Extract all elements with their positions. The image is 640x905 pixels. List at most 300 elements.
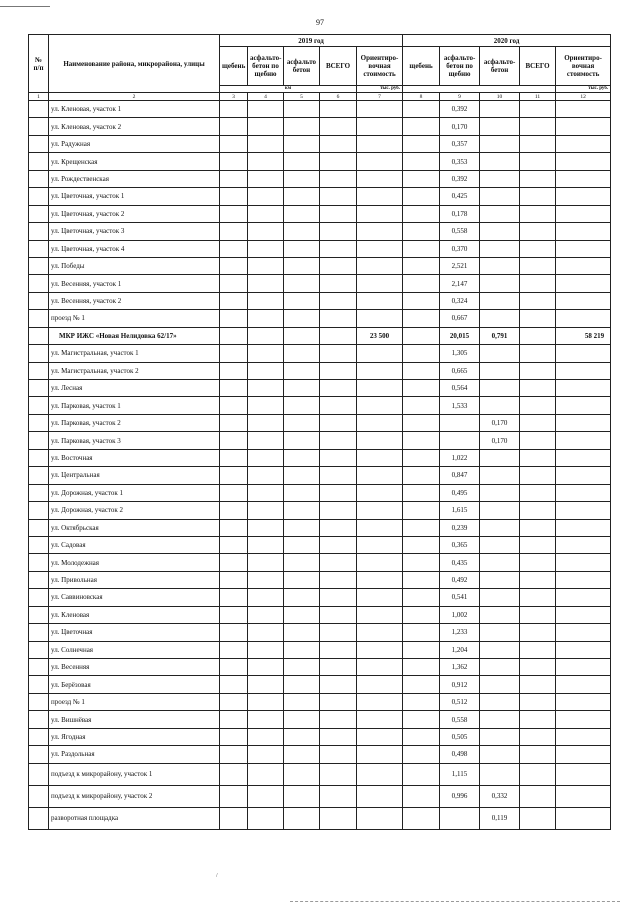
value-cell-c7	[357, 659, 403, 676]
value-cell-c10: 0,170	[480, 432, 520, 449]
value-cell-c3	[220, 484, 248, 501]
value-cell-c9: 0,353	[440, 153, 480, 170]
value-cell-c4	[248, 763, 284, 785]
value-cell-c4	[248, 728, 284, 745]
value-cell-c6	[320, 449, 357, 466]
value-cell-c3	[220, 728, 248, 745]
header-asphalt-2019: асфальто бетон	[284, 47, 320, 86]
row-number-cell	[29, 693, 49, 710]
value-cell-c6	[320, 257, 357, 274]
street-name-cell: ул. Саввиновская	[49, 589, 220, 606]
value-cell-c9: 0,370	[440, 240, 480, 257]
value-cell-c12	[556, 807, 611, 829]
value-cell-c7	[357, 345, 403, 362]
value-cell-c11	[520, 728, 556, 745]
value-cell-c10	[480, 728, 520, 745]
value-cell-c6	[320, 519, 357, 536]
value-cell-c12	[556, 310, 611, 327]
row-number-cell	[29, 676, 49, 693]
header-year-2019: 2019 год	[220, 35, 403, 47]
unit-rub-2019: тыс. руб.	[357, 86, 403, 93]
value-cell-c9: 0,564	[440, 380, 480, 397]
value-cell-c11	[520, 188, 556, 205]
table-row	[29, 746, 611, 763]
value-cell-c12	[556, 223, 611, 240]
value-cell-c5	[284, 362, 320, 379]
value-cell-c12	[556, 257, 611, 274]
value-cell-c5	[284, 728, 320, 745]
value-cell-c3	[220, 101, 248, 118]
row-number-cell	[29, 554, 49, 571]
table-row	[29, 170, 611, 187]
value-cell-c6	[320, 223, 357, 240]
value-cell-c7	[357, 414, 403, 431]
table-row	[29, 240, 611, 257]
street-name-cell: ул. Кленовая	[49, 606, 220, 623]
column-number: 10	[480, 93, 520, 101]
value-cell-c3	[220, 807, 248, 829]
value-cell-c9: 1,115	[440, 763, 480, 785]
street-name-cell: ул. Цветочная, участок 3	[49, 223, 220, 240]
value-cell-c9: 0,667	[440, 310, 480, 327]
row-number-cell	[29, 807, 49, 829]
value-cell-c9: 0,239	[440, 519, 480, 536]
table-row	[29, 345, 611, 362]
value-cell-c11	[520, 205, 556, 222]
value-cell-c6	[320, 693, 357, 710]
row-number-cell	[29, 711, 49, 728]
value-cell-c6	[320, 589, 357, 606]
street-name-cell: ул. Рождественская	[49, 170, 220, 187]
value-cell-c4	[248, 571, 284, 588]
row-number-cell	[29, 624, 49, 641]
value-cell-c10	[480, 467, 520, 484]
value-cell-c5	[284, 554, 320, 571]
value-cell-c8	[403, 785, 440, 807]
value-cell-c12	[556, 624, 611, 641]
row-number-cell	[29, 327, 49, 344]
value-cell-c4	[248, 807, 284, 829]
value-cell-c11	[520, 807, 556, 829]
value-cell-c7	[357, 223, 403, 240]
table-row	[29, 257, 611, 274]
value-cell-c7	[357, 536, 403, 553]
value-cell-c3	[220, 380, 248, 397]
value-cell-c3	[220, 641, 248, 658]
value-cell-c3	[220, 135, 248, 152]
row-number-cell	[29, 746, 49, 763]
value-cell-c9: 1,362	[440, 659, 480, 676]
value-cell-c5	[284, 188, 320, 205]
row-number-cell	[29, 641, 49, 658]
value-cell-c3	[220, 746, 248, 763]
table-row	[29, 101, 611, 118]
value-cell-c8	[403, 467, 440, 484]
top-rule	[0, 6, 50, 7]
street-name-cell: ул. Лесная	[49, 380, 220, 397]
value-cell-c4	[248, 223, 284, 240]
value-cell-c9: 0,425	[440, 188, 480, 205]
value-cell-c8	[403, 676, 440, 693]
value-cell-c7	[357, 449, 403, 466]
row-number-cell	[29, 292, 49, 309]
street-name-cell: ул. Восточная	[49, 449, 220, 466]
value-cell-c12	[556, 205, 611, 222]
value-cell-c10	[480, 397, 520, 414]
value-cell-c11	[520, 519, 556, 536]
value-cell-c4	[248, 153, 284, 170]
value-cell-c4	[248, 536, 284, 553]
value-cell-c4	[248, 257, 284, 274]
street-name-cell: ул. Привольная	[49, 571, 220, 588]
table-row	[29, 153, 611, 170]
value-cell-c7	[357, 746, 403, 763]
street-name-cell: ул. Молодежная	[49, 554, 220, 571]
row-number-cell	[29, 571, 49, 588]
value-cell-c12	[556, 380, 611, 397]
header-total-2020: ВСЕГО	[520, 47, 556, 86]
value-cell-c12	[556, 135, 611, 152]
street-name-cell: ул. Весенняя	[49, 659, 220, 676]
street-name-cell: ул. Центральная	[49, 467, 220, 484]
street-name-cell: ул. Магистральная, участок 1	[49, 345, 220, 362]
value-cell-c9: 0,495	[440, 484, 480, 501]
row-number-cell	[29, 380, 49, 397]
value-cell-c8	[403, 763, 440, 785]
table-row	[29, 606, 611, 623]
value-cell-c8	[403, 571, 440, 588]
street-name-cell: ул. Ягодная	[49, 728, 220, 745]
value-cell-c3	[220, 449, 248, 466]
header-name: Наименование района, микрорайона, улицы	[49, 35, 220, 93]
row-number-cell	[29, 659, 49, 676]
value-cell-c10: 0,170	[480, 414, 520, 431]
value-cell-c10	[480, 589, 520, 606]
value-cell-c11	[520, 502, 556, 519]
header-cost-2020: Ориентиро- вочная стоимость	[556, 47, 611, 86]
value-cell-c11	[520, 327, 556, 344]
value-cell-c11	[520, 310, 556, 327]
value-cell-c9: 1,533	[440, 397, 480, 414]
value-cell-c3	[220, 153, 248, 170]
value-cell-c4	[248, 188, 284, 205]
column-number: 12	[556, 93, 611, 101]
value-cell-c6	[320, 746, 357, 763]
value-cell-c8	[403, 807, 440, 829]
table-row	[29, 118, 611, 135]
value-cell-c9: 0,996	[440, 785, 480, 807]
value-cell-c6	[320, 467, 357, 484]
row-number-cell	[29, 449, 49, 466]
value-cell-c9: 1,233	[440, 624, 480, 641]
street-name-cell: ул. Цветочная, участок 1	[49, 188, 220, 205]
value-cell-c6	[320, 310, 357, 327]
row-number-cell	[29, 135, 49, 152]
value-cell-c11	[520, 467, 556, 484]
value-cell-c3	[220, 711, 248, 728]
value-cell-c10	[480, 257, 520, 274]
header-asphalt-on-gravel-2019: асфальто- бетон по щебню	[248, 47, 284, 86]
value-cell-c5	[284, 118, 320, 135]
value-cell-c10	[480, 362, 520, 379]
table-row	[29, 641, 611, 658]
value-cell-c8	[403, 728, 440, 745]
value-cell-c8	[403, 536, 440, 553]
value-cell-c7	[357, 467, 403, 484]
value-cell-c8	[403, 659, 440, 676]
value-cell-c5	[284, 205, 320, 222]
value-cell-c7	[357, 763, 403, 785]
value-cell-c12	[556, 536, 611, 553]
value-cell-c6	[320, 728, 357, 745]
table-row	[29, 571, 611, 588]
value-cell-c3	[220, 676, 248, 693]
street-name-cell: подъезд к микрорайону, участок 1	[49, 763, 220, 785]
table-row	[29, 135, 611, 152]
value-cell-c4	[248, 170, 284, 187]
value-cell-c10: 0,119	[480, 807, 520, 829]
value-cell-c5	[284, 292, 320, 309]
value-cell-c4	[248, 519, 284, 536]
value-cell-c6	[320, 327, 357, 344]
value-cell-c4	[248, 275, 284, 292]
value-cell-c6	[320, 536, 357, 553]
value-cell-c11	[520, 257, 556, 274]
value-cell-c11	[520, 484, 556, 501]
value-cell-c9: 0,392	[440, 170, 480, 187]
value-cell-c11	[520, 362, 556, 379]
value-cell-c3	[220, 414, 248, 431]
value-cell-c3	[220, 519, 248, 536]
value-cell-c11	[520, 676, 556, 693]
value-cell-c6	[320, 188, 357, 205]
value-cell-c7	[357, 432, 403, 449]
value-cell-c10	[480, 275, 520, 292]
value-cell-c10	[480, 536, 520, 553]
value-cell-c10	[480, 170, 520, 187]
value-cell-c4	[248, 711, 284, 728]
value-cell-c7	[357, 380, 403, 397]
value-cell-c3	[220, 223, 248, 240]
value-cell-c12	[556, 606, 611, 623]
street-name-cell: ул. Радужная	[49, 135, 220, 152]
street-name-cell: ул. Раздольная	[49, 746, 220, 763]
value-cell-c7	[357, 310, 403, 327]
value-cell-c11	[520, 606, 556, 623]
street-name-cell: ул. Парковая, участок 3	[49, 432, 220, 449]
street-name-cell: ул. Октябрьская	[49, 519, 220, 536]
row-number-cell	[29, 240, 49, 257]
value-cell-c9: 0,365	[440, 536, 480, 553]
value-cell-c10	[480, 571, 520, 588]
value-cell-c4	[248, 327, 284, 344]
value-cell-c4	[248, 240, 284, 257]
value-cell-c5	[284, 502, 320, 519]
column-number: 11	[520, 93, 556, 101]
value-cell-c9: 1,204	[440, 641, 480, 658]
value-cell-c10	[480, 153, 520, 170]
value-cell-c8	[403, 397, 440, 414]
value-cell-c3	[220, 327, 248, 344]
value-cell-c5	[284, 484, 320, 501]
value-cell-c11	[520, 785, 556, 807]
value-cell-c9: 0,847	[440, 467, 480, 484]
value-cell-c7	[357, 519, 403, 536]
row-number-cell	[29, 205, 49, 222]
value-cell-c8	[403, 484, 440, 501]
table-row	[29, 589, 611, 606]
row-number-cell	[29, 362, 49, 379]
value-cell-c12	[556, 484, 611, 501]
value-cell-c5	[284, 571, 320, 588]
value-cell-c8	[403, 624, 440, 641]
column-number: 4	[248, 93, 284, 101]
value-cell-c10	[480, 711, 520, 728]
value-cell-c6	[320, 380, 357, 397]
table-row	[29, 362, 611, 379]
value-cell-c11	[520, 589, 556, 606]
table-row	[29, 807, 611, 829]
street-name-cell: подъезд к микрорайону, участок 2	[49, 785, 220, 807]
value-cell-c6	[320, 785, 357, 807]
value-cell-c12	[556, 397, 611, 414]
value-cell-c12	[556, 118, 611, 135]
street-name-cell: ул. Победы	[49, 257, 220, 274]
street-name-cell: ул. Кленовая, участок 1	[49, 101, 220, 118]
value-cell-c11	[520, 693, 556, 710]
value-cell-c5	[284, 380, 320, 397]
row-number-cell	[29, 519, 49, 536]
value-cell-c5	[284, 327, 320, 344]
value-cell-c3	[220, 310, 248, 327]
table-row	[29, 449, 611, 466]
value-cell-c12	[556, 345, 611, 362]
column-number: 9	[440, 93, 480, 101]
value-cell-c12	[556, 432, 611, 449]
value-cell-c11	[520, 624, 556, 641]
value-cell-c5	[284, 536, 320, 553]
value-cell-c8	[403, 449, 440, 466]
header-total-2019: ВСЕГО	[320, 47, 357, 86]
value-cell-c7	[357, 118, 403, 135]
value-cell-c4	[248, 659, 284, 676]
value-cell-c3	[220, 467, 248, 484]
value-cell-c8	[403, 257, 440, 274]
value-cell-c7	[357, 728, 403, 745]
value-cell-c10: 0,332	[480, 785, 520, 807]
value-cell-c10	[480, 763, 520, 785]
value-cell-c11	[520, 659, 556, 676]
table-row	[29, 484, 611, 501]
header-number: № п/п	[29, 35, 49, 93]
row-number-cell	[29, 467, 49, 484]
value-cell-c6	[320, 502, 357, 519]
value-cell-c10: 0,791	[480, 327, 520, 344]
value-cell-c6	[320, 275, 357, 292]
value-cell-c5	[284, 624, 320, 641]
street-name-cell: ул. Дорожная, участок 1	[49, 484, 220, 501]
value-cell-c6	[320, 606, 357, 623]
value-cell-c5	[284, 711, 320, 728]
value-cell-c4	[248, 746, 284, 763]
street-name-cell: ул. Дорожная, участок 2	[49, 502, 220, 519]
value-cell-c8	[403, 101, 440, 118]
value-cell-c5	[284, 693, 320, 710]
value-cell-c11	[520, 554, 556, 571]
value-cell-c12	[556, 170, 611, 187]
value-cell-c10	[480, 118, 520, 135]
value-cell-c4	[248, 785, 284, 807]
value-cell-c8	[403, 135, 440, 152]
value-cell-c3	[220, 606, 248, 623]
value-cell-c8	[403, 693, 440, 710]
value-cell-c11	[520, 380, 556, 397]
value-cell-c3	[220, 785, 248, 807]
value-cell-c8	[403, 641, 440, 658]
value-cell-c11	[520, 292, 556, 309]
value-cell-c4	[248, 414, 284, 431]
value-cell-c4	[248, 484, 284, 501]
street-name-cell: ул. Парковая, участок 1	[49, 397, 220, 414]
header-year-2020: 2020 год	[403, 35, 611, 47]
value-cell-c10	[480, 606, 520, 623]
value-cell-c4	[248, 449, 284, 466]
value-cell-c3	[220, 589, 248, 606]
value-cell-c12	[556, 188, 611, 205]
row-number-cell	[29, 484, 49, 501]
value-cell-c4	[248, 554, 284, 571]
value-cell-c5	[284, 257, 320, 274]
street-name-cell: ул. Цветочная, участок 2	[49, 205, 220, 222]
value-cell-c7	[357, 502, 403, 519]
table-row	[29, 275, 611, 292]
value-cell-c7	[357, 624, 403, 641]
value-cell-c9	[440, 432, 480, 449]
value-cell-c4	[248, 467, 284, 484]
row-number-cell	[29, 606, 49, 623]
street-name-cell: ул. Весенняя, участок 2	[49, 292, 220, 309]
row-number-cell	[29, 345, 49, 362]
value-cell-c8	[403, 205, 440, 222]
row-number-cell	[29, 763, 49, 785]
value-cell-c3	[220, 693, 248, 710]
row-number-cell	[29, 275, 49, 292]
value-cell-c11	[520, 536, 556, 553]
row-number-cell	[29, 170, 49, 187]
value-cell-c6	[320, 763, 357, 785]
value-cell-c9: 0,178	[440, 205, 480, 222]
value-cell-c9: 0,435	[440, 554, 480, 571]
table-row	[29, 785, 611, 807]
column-number: 1	[29, 93, 49, 101]
value-cell-c3	[220, 536, 248, 553]
value-cell-c3	[220, 432, 248, 449]
table-row	[29, 502, 611, 519]
value-cell-c11	[520, 641, 556, 658]
table-body	[29, 101, 611, 830]
value-cell-c4	[248, 502, 284, 519]
value-cell-c9: 2,147	[440, 275, 480, 292]
value-cell-c9: 0,912	[440, 676, 480, 693]
value-cell-c3	[220, 554, 248, 571]
value-cell-c3	[220, 362, 248, 379]
value-cell-c10	[480, 310, 520, 327]
value-cell-c6	[320, 362, 357, 379]
value-cell-c7	[357, 135, 403, 152]
value-cell-c12	[556, 362, 611, 379]
value-cell-c4	[248, 135, 284, 152]
road-works-table	[28, 34, 611, 830]
